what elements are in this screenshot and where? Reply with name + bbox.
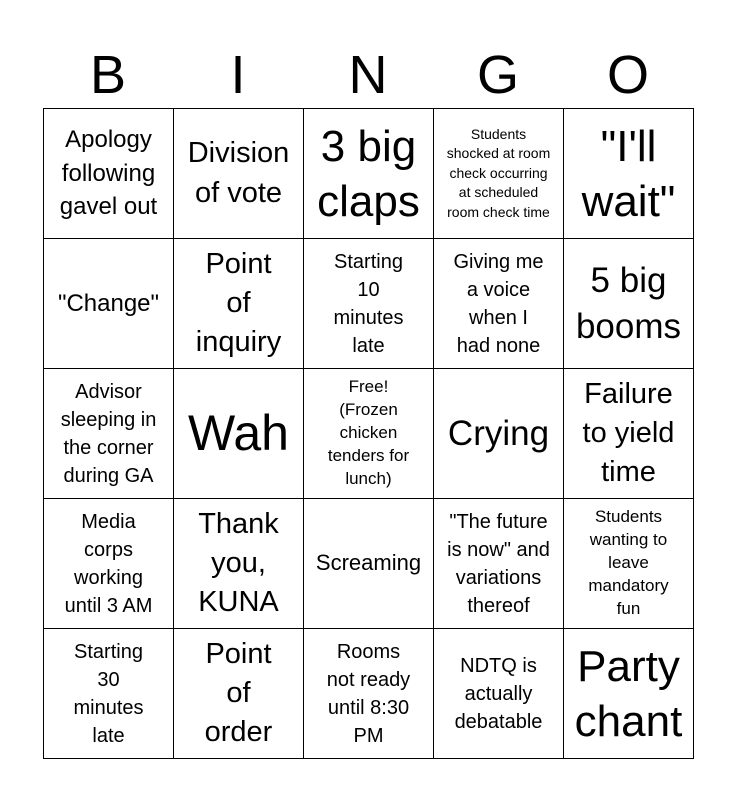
- bingo-cell[interactable]: Party chant: [564, 629, 694, 759]
- bingo-cell[interactable]: Thank you, KUNA: [174, 499, 304, 629]
- bingo-cell[interactable]: Screaming: [304, 499, 434, 629]
- header-letter-i: I: [230, 45, 246, 105]
- bingo-card-grid: [43, 108, 694, 759]
- bingo-cell[interactable]: Point of inquiry: [174, 239, 304, 369]
- bingo-cell[interactable]: Giving me a voice when I had none: [434, 239, 564, 369]
- bingo-cell[interactable]: Point of order: [174, 629, 304, 759]
- bingo-cell[interactable]: Starting 30 minutes late: [44, 629, 174, 759]
- bingo-cell[interactable]: Wah: [174, 369, 304, 499]
- bingo-cell[interactable]: Starting 10 minutes late: [304, 239, 434, 369]
- bingo-cell[interactable]: Advisor sleeping in the corner during GA: [44, 369, 174, 499]
- header-letter-o: O: [606, 45, 649, 105]
- header-letter-b: B: [89, 45, 127, 105]
- bingo-cell[interactable]: Media corps working until 3 AM: [44, 499, 174, 629]
- bingo-cell[interactable]: NDTQ is actually debatable: [434, 629, 564, 759]
- bingo-cell[interactable]: Rooms not ready until 8:30 PM: [304, 629, 434, 759]
- bingo-cell[interactable]: Students wanting to leave mandatory fun: [564, 499, 694, 629]
- header-letter-g: G: [476, 45, 519, 105]
- bingo-cell[interactable]: 3 big claps: [304, 109, 434, 239]
- bingo-cell[interactable]: Free! (Frozen chicken tenders for lunch): [304, 369, 434, 499]
- bingo-cell[interactable]: 5 big booms: [564, 239, 694, 369]
- bingo-cell[interactable]: Failure to yield time: [564, 369, 694, 499]
- bingo-cell[interactable]: "I'll wait": [564, 109, 694, 239]
- bingo-header: [43, 45, 693, 105]
- bingo-cell[interactable]: Division of vote: [174, 109, 304, 239]
- bingo-cell[interactable]: "Change": [44, 239, 174, 369]
- header-letter-n: N: [348, 45, 388, 105]
- bingo-cell[interactable]: "The future is now" and variations thereof: [434, 499, 564, 629]
- bingo-cell[interactable]: Crying: [434, 369, 564, 499]
- bingo-cell[interactable]: Students shocked at room check occurring at scheduled room check time: [434, 109, 564, 239]
- bingo-cell[interactable]: Apology following gavel out: [44, 109, 174, 239]
